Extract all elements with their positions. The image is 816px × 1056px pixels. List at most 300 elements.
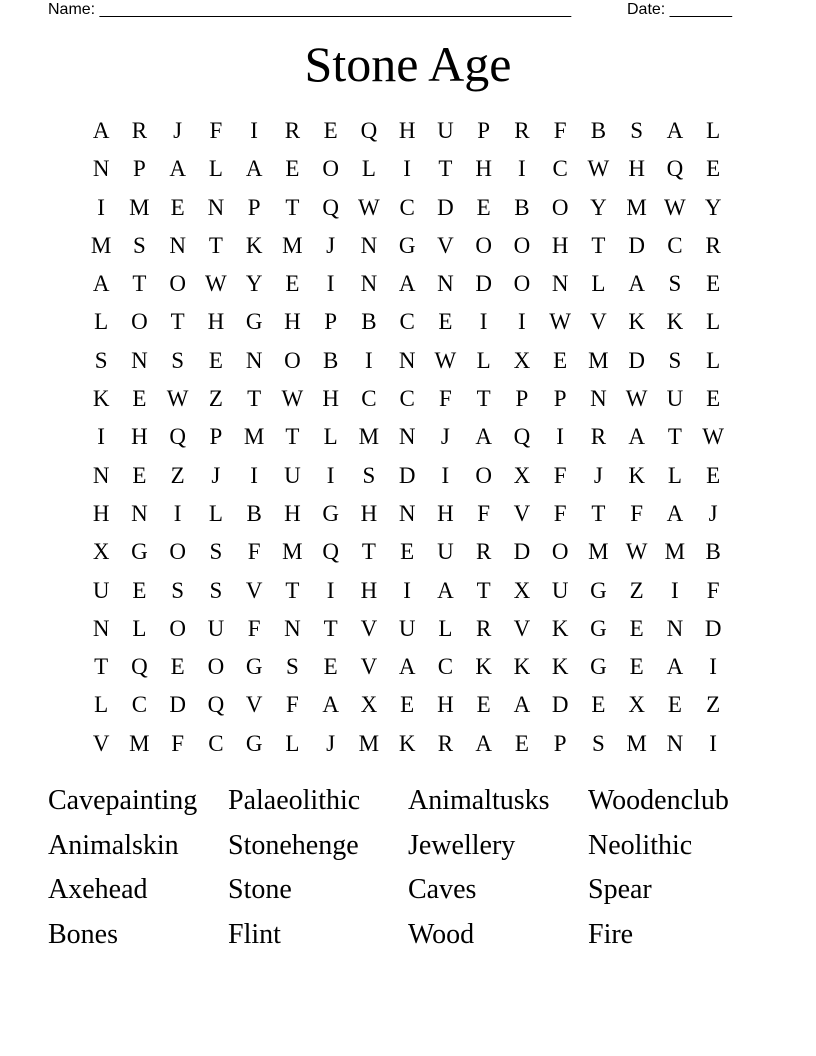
grid-cell: N (666, 615, 684, 641)
grid-cell: D (628, 232, 645, 258)
grid-cell: M (358, 730, 380, 756)
word-list-item: Stonehenge (228, 829, 359, 861)
grid-cell: L (476, 347, 491, 373)
grid-cell: M (588, 347, 609, 373)
grid-cell: X (513, 347, 531, 373)
grid-cell: X (513, 577, 531, 603)
grid-cell: A (666, 118, 684, 143)
grid-cell: O (475, 462, 492, 488)
grid-cell: C (361, 386, 377, 412)
grid-cell: H (131, 424, 148, 450)
grid-cell: A (92, 271, 110, 297)
grid-cell: V (245, 577, 263, 603)
grid-cell: I (365, 347, 373, 373)
grid-cell: P (247, 194, 261, 220)
grid-cell: P (324, 309, 338, 335)
grid-cell: O (207, 654, 225, 680)
grid-cell: O (513, 232, 531, 258)
grid-cell: Z (208, 386, 223, 412)
header-line (48, 0, 748, 20)
grid-cell: H (628, 156, 645, 182)
grid-cell: M (129, 730, 150, 756)
grid-cell: C (399, 386, 415, 412)
grid-cell: I (518, 309, 526, 335)
word-list-item: Stone (228, 874, 292, 905)
grid-cell: K (551, 615, 569, 641)
grid-cell: C (399, 194, 415, 220)
grid-cell: N (398, 424, 416, 450)
grid-cell: G (245, 730, 263, 756)
grid-cell: J (440, 424, 450, 450)
grid-cell: H (437, 692, 454, 718)
grid-cell: O (322, 156, 339, 182)
grid-cell: N (169, 232, 186, 258)
grid-cell: W (625, 386, 648, 412)
grid-cell: W (587, 156, 610, 182)
grid-cell: O (284, 347, 301, 373)
grid-cell: A (398, 654, 416, 680)
grid-cell: D (628, 347, 645, 373)
grid-cell: U (92, 577, 110, 603)
grid-cell: E (629, 654, 644, 680)
grid-cell: N (551, 271, 569, 297)
grid-cell: R (131, 118, 148, 143)
grid-cell: F (247, 615, 261, 641)
grid-cell: D (475, 271, 492, 297)
grid-cell: F (630, 500, 644, 526)
grid-cell: T (361, 539, 376, 565)
grid-cell: E (706, 386, 721, 412)
grid-cell: Z (629, 577, 644, 603)
word-list (48, 779, 768, 957)
grid-cell: F (477, 500, 491, 526)
grid-cell: B (322, 347, 339, 373)
grid-cell: S (94, 347, 108, 373)
grid-cell: J (211, 462, 221, 488)
grid-cell: F (706, 577, 720, 603)
grid-cell: G (245, 309, 263, 335)
grid-cell: E (208, 347, 223, 373)
grid-cell: U (437, 539, 454, 565)
grid-cell: L (361, 156, 376, 182)
grid-cell: E (667, 692, 682, 718)
grid-cell: P (132, 156, 146, 182)
grid-cell: E (438, 309, 453, 335)
grid-cell: E (706, 462, 721, 488)
grid-cell: P (515, 386, 529, 412)
word-list-item: Woodenclub (588, 785, 729, 816)
grid-cell: E (553, 347, 568, 373)
grid-cell: R (514, 118, 530, 143)
grid-cell: S (362, 462, 376, 488)
grid-cell: Y (245, 271, 263, 297)
grid-cell: F (553, 500, 567, 526)
grid-cell: Y (590, 194, 607, 220)
grid-cell: A (92, 118, 110, 143)
grid-cell: F (247, 539, 261, 565)
grid-cell: F (171, 730, 185, 756)
grid-cell: Q (169, 424, 186, 450)
grid-cell: M (626, 194, 647, 220)
word-list-item: Wood (408, 918, 475, 950)
grid-cell: L (208, 500, 223, 526)
grid-cell: A (245, 156, 263, 182)
letter-grid (82, 112, 732, 763)
grid-cell: S (171, 577, 185, 603)
grid-cell: R (475, 539, 492, 565)
grid-cell: I (671, 577, 679, 603)
grid-cell: U (437, 118, 454, 143)
grid-cell: W (166, 386, 189, 412)
grid-cell: V (513, 500, 531, 526)
grid-cell: E (400, 692, 415, 718)
grid-cell: H (475, 156, 492, 182)
grid-cell: X (92, 539, 110, 565)
page-title: Stone Age (304, 36, 512, 92)
grid-cell: E (706, 271, 721, 297)
grid-cell: G (590, 577, 607, 603)
grid-cell: D (437, 194, 454, 220)
grid-cell: Q (322, 194, 339, 220)
grid-cell: I (97, 424, 105, 450)
grid-cell: Q (513, 424, 531, 450)
grid-cell: N (437, 271, 454, 297)
grid-cell: A (628, 424, 645, 450)
word-list-item: Spear (588, 874, 652, 905)
word-list-item: Animaltusks (408, 785, 550, 816)
grid-cell: S (209, 577, 223, 603)
grid-cell: H (284, 309, 301, 335)
grid-cell: F (553, 118, 567, 143)
grid-cell: E (132, 386, 147, 412)
grid-cell: L (132, 615, 147, 641)
grid-cell: A (475, 730, 492, 756)
grid-cell: C (131, 692, 148, 718)
grid-cell: J (708, 500, 718, 526)
grid-cell: O (551, 194, 569, 220)
grid-cell: Z (706, 692, 721, 718)
grid-cell: N (92, 615, 110, 641)
grid-cell: O (475, 232, 492, 258)
word-list-item: Palaeolithic (228, 785, 361, 816)
word-list-item: Cavepainting (48, 785, 198, 816)
grid-cell: T (208, 232, 223, 258)
grid-cell: I (250, 118, 258, 143)
grid-cell: O (513, 271, 531, 297)
grid-cell: I (518, 156, 526, 182)
grid-cell: E (476, 194, 491, 220)
grid-cell: W (434, 347, 457, 373)
grid-cell: E (170, 194, 185, 220)
grid-cell: J (173, 118, 183, 143)
grid-cell: C (399, 309, 415, 335)
grid-cell: I (709, 730, 717, 756)
grid-cell: P (553, 386, 567, 412)
grid-cell: A (666, 500, 684, 526)
grid-cell: O (169, 615, 186, 641)
grid-cell: I (326, 577, 335, 603)
grid-cell: M (588, 539, 609, 565)
grid-cell: D (551, 692, 569, 718)
grid-cell: T (476, 386, 491, 412)
grid-cell: R (475, 615, 492, 641)
grid-cell: Z (170, 462, 185, 488)
grid-cell: T (285, 424, 300, 450)
grid-cell: T (591, 500, 606, 526)
grid-cell: T (132, 271, 147, 297)
grid-cell: N (245, 347, 263, 373)
grid-cell: K (398, 730, 416, 756)
grid-cell: Q (360, 118, 378, 143)
grid-cell: W (281, 386, 304, 412)
grid-cell: W (205, 271, 227, 297)
grid-cell: M (358, 424, 380, 450)
grid-cell: L (706, 118, 721, 143)
grid-cell: Q (322, 539, 339, 565)
grid-cell: W (358, 194, 380, 220)
grid-cell: W (664, 194, 686, 220)
grid-cell: D (704, 615, 722, 641)
grid-cell: I (326, 271, 335, 297)
grid-cell: K (628, 309, 645, 335)
grid-cell: L (706, 347, 721, 373)
grid-cell: N (92, 462, 110, 488)
grid-cell: W (549, 309, 571, 335)
grid-cell: E (323, 654, 338, 680)
grid-cell: C (208, 730, 224, 756)
grid-cell: E (706, 156, 721, 182)
grid-cell: Q (666, 156, 684, 182)
grid-cell: N (207, 194, 225, 220)
grid-cell: N (398, 347, 416, 373)
grid-cell: D (169, 692, 186, 718)
grid-cell: E (132, 577, 147, 603)
grid-cell: N (360, 271, 378, 297)
grid-cell: S (668, 271, 682, 297)
grid-cell: T (323, 615, 338, 641)
grid-cell: A (628, 271, 645, 297)
grid-cell: A (513, 692, 531, 718)
grid-cell: I (441, 462, 450, 488)
grid-cell: M (90, 232, 112, 258)
grid-cell: S (668, 347, 682, 373)
word-list-item: Jewellery (408, 829, 516, 861)
grid-cell: X (513, 462, 531, 488)
grid-cell: I (403, 577, 411, 603)
grid-cell: T (438, 156, 453, 182)
grid-cell: W (702, 424, 724, 450)
grid-cell: T (247, 386, 262, 412)
grid-cell: K (245, 232, 263, 258)
grid-cell: W (625, 539, 648, 565)
grid-cell: V (437, 232, 454, 258)
grid-cell: T (170, 309, 185, 335)
grid-cell: A (666, 654, 684, 680)
grid-cell: K (475, 654, 492, 680)
grid-cell: K (92, 386, 110, 412)
grid-cell: N (666, 730, 684, 756)
grid-cell: O (169, 539, 186, 565)
grid-cell: F (553, 462, 567, 488)
grid-cell: U (666, 386, 684, 412)
grid-cell: F (285, 692, 299, 718)
grid-cell: R (284, 118, 301, 143)
grid-cell: G (398, 232, 416, 258)
grid-cell: U (207, 615, 225, 641)
grid-cell: E (591, 692, 606, 718)
grid-cell: N (92, 156, 110, 182)
grid-cell: S (591, 730, 605, 756)
word-list-item: Bones (48, 918, 118, 950)
grid-cell: I (479, 309, 488, 335)
grid-cell: N (360, 232, 378, 258)
grid-cell: T (591, 232, 606, 258)
grid-cell: Y (704, 194, 722, 220)
grid-cell: B (514, 194, 530, 220)
grid-cell: K (628, 462, 645, 488)
grid-cell: I (403, 156, 411, 182)
grid-cell: N (398, 500, 416, 526)
grid-cell: O (551, 539, 569, 565)
grid-cell: X (628, 692, 645, 718)
grid-cell: A (398, 271, 416, 297)
grid-cell: E (476, 692, 491, 718)
grid-cell: V (360, 654, 378, 680)
grid-cell: S (171, 347, 185, 373)
grid-cell: H (284, 500, 301, 526)
grid-cell: I (556, 424, 564, 450)
grid-cell: O (131, 309, 148, 335)
grid-cell: H (437, 500, 454, 526)
grid-cell: M (282, 539, 303, 565)
grid-cell: L (438, 615, 453, 641)
grid-cell: B (246, 500, 262, 526)
grid-cell: E (400, 539, 415, 565)
grid-cell: B (705, 539, 721, 565)
grid-cell: L (667, 462, 682, 488)
grid-cell: M (664, 539, 686, 565)
grid-cell: B (361, 309, 377, 335)
grid-cell: E (285, 271, 300, 297)
grid-cell: T (285, 577, 300, 603)
grid-cell: H (360, 500, 378, 526)
grid-cell: A (437, 577, 454, 603)
grid-cell: H (322, 386, 339, 412)
grid-cell: I (709, 654, 717, 680)
grid-cell: K (666, 309, 684, 335)
word-list-item: Axehead (48, 874, 148, 905)
grid-cell: A (169, 156, 186, 182)
grid-cell: K (513, 654, 531, 680)
grid-cell: V (92, 730, 110, 756)
grid-cell: P (477, 118, 491, 143)
grid-cell: G (590, 654, 607, 680)
grid-cell: T (476, 577, 491, 603)
word-list-item: Animalskin (48, 829, 179, 861)
grid-cell: G (245, 654, 263, 680)
grid-cell: G (131, 539, 148, 565)
grid-cell: S (209, 539, 223, 565)
grid-cell: H (398, 118, 416, 143)
date-field: Date: _______ (627, 1, 732, 18)
grid-cell: T (94, 654, 109, 680)
grid-cell: L (94, 309, 109, 335)
grid-cell: Q (131, 654, 148, 680)
word-list-item: Caves (408, 874, 477, 905)
grid-cell: B (590, 118, 607, 143)
grid-cell: I (250, 462, 258, 488)
grid-cell: U (284, 462, 301, 488)
grid-cell: D (513, 539, 531, 565)
grid-cell: O (169, 271, 186, 297)
grid-cell: M (243, 424, 265, 450)
grid-cell: L (94, 692, 109, 718)
grid-cell: V (513, 615, 531, 641)
grid-cell: I (326, 462, 335, 488)
grid-cell: G (322, 500, 339, 526)
grid-cell: E (629, 615, 644, 641)
grid-cell: R (437, 730, 454, 756)
grid-cell: I (97, 194, 105, 220)
grid-cell: E (132, 462, 147, 488)
grid-cell: C (667, 232, 683, 258)
grid-cell: S (285, 654, 299, 680)
grid-cell: E (285, 156, 300, 182)
grid-cell: H (207, 309, 225, 335)
grid-cell: R (705, 232, 721, 258)
grid-cell: J (326, 730, 336, 756)
grid-cell: U (551, 577, 569, 603)
grid-cell: M (626, 730, 647, 756)
grid-cell: L (323, 424, 338, 450)
grid-cell: G (590, 615, 607, 641)
grid-cell: L (208, 156, 223, 182)
grid-cell: C (552, 156, 568, 182)
word-list-item: Flint (228, 918, 281, 950)
grid-cell: F (438, 386, 452, 412)
grid-cell: E (323, 118, 338, 143)
grid-cell: P (209, 424, 223, 450)
grid-cell: F (209, 118, 223, 143)
grid-cell: A (322, 692, 339, 718)
grid-cell: H (92, 500, 110, 526)
grid-cell: J (593, 462, 603, 488)
grid-cell: L (591, 271, 606, 297)
grid-cell: R (590, 424, 607, 450)
grid-cell: T (667, 424, 682, 450)
grid-cell: K (551, 654, 569, 680)
grid-cell: U (398, 615, 416, 641)
grid-cell: S (132, 232, 146, 258)
grid-cell: M (282, 232, 303, 258)
grid-cell: H (551, 232, 569, 258)
grid-cell: E (514, 730, 529, 756)
grid-cell: N (590, 386, 607, 412)
grid-cell: N (131, 347, 148, 373)
grid-cell: T (285, 194, 300, 220)
grid-cell: C (437, 654, 454, 680)
grid-cell: S (630, 118, 644, 143)
grid-cell: V (590, 309, 607, 335)
grid-cell: L (706, 309, 721, 335)
grid-cell: Q (207, 692, 225, 718)
grid-cell: J (326, 232, 336, 258)
word-list-item: Fire (588, 918, 634, 950)
grid-cell: V (245, 692, 263, 718)
grid-cell: L (285, 730, 300, 756)
grid-cell: V (360, 615, 378, 641)
grid-cell: E (170, 654, 185, 680)
